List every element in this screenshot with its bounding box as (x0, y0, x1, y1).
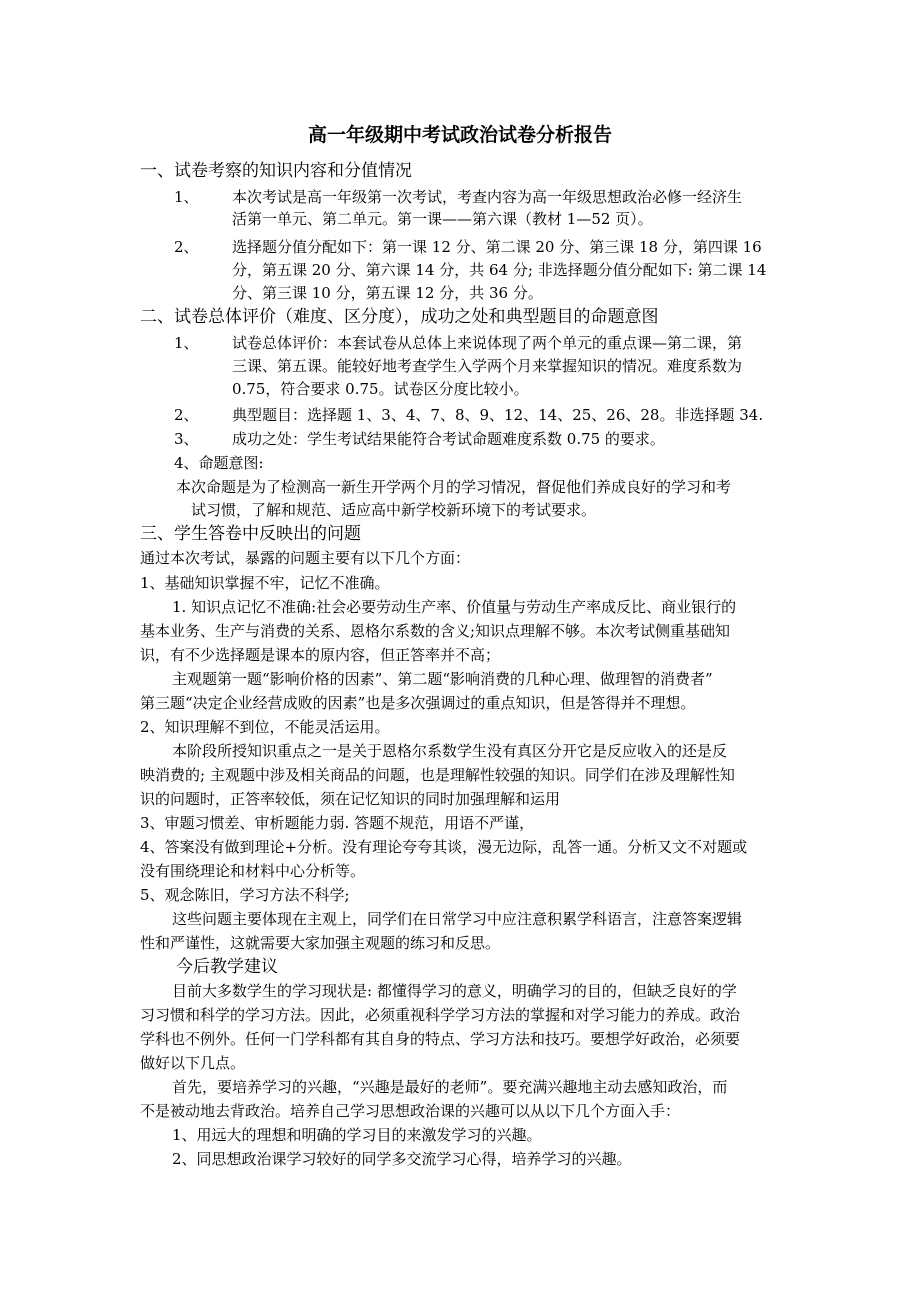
s4-para2-line1: 首先，要培养学习的兴趣，“兴趣是最好的老师”。要充满兴趣地主动去感知政治，而 (172, 1078, 728, 1096)
s3-point2-line2: 映消费的; 主观题中涉及相关商品的问题，也是理解性较强的知识。同学们在涉及理解性知 (140, 766, 735, 784)
s3-point5-line2: 性和严谨性，这就需要大家加强主观题的练习和反思。 (140, 934, 501, 952)
s3-point1b-line1: 主观题第一题“影响价格的因素”、第二题“影响消费的几种心理、做理智的消费者” (172, 670, 713, 688)
s1-item1-line1: 本次考试是高一年级第一次考试，考查内容为高一年级思想政治必修一经济生 (232, 188, 743, 206)
s2-item4-line2: 试习惯，了解和规范、适应高中新学校新环境下的考试要求。 (191, 501, 597, 519)
s4-para1-line1: 目前大多数学生的学习现状是: 都懂得学习的意义，明确学习的目的，但缺乏良好的学 (172, 982, 737, 1000)
s4-list-item2: 2、同思想政治课学习较好的同学多交流学习心得，培养学习的兴趣。 (172, 1150, 632, 1168)
s3-point2-line3: 识的问题时，正答率较低，须在记忆知识的同时加强理解和运用 (140, 790, 561, 808)
s2-item1-line2: 三课、第五课。能较好地考查学生入学两个月来掌握知识的情况。难度系数为 (232, 357, 743, 375)
s2-item4-label: 4、命题意图: (174, 454, 264, 472)
s2-item3-number: 3、 (174, 430, 199, 448)
page-title: 高一年级期中考试政治试卷分析报告 (307, 124, 612, 146)
s3-point3-title: 3、审题习惯差、审析题能力弱. 答题不规范，用语不严谨， (140, 814, 535, 832)
s2-item2-line1: 典型题目：选择题 1、3、4、7、8、9、12、14、25、26、28。非选择题 34. (232, 406, 764, 424)
s2-item1-number: 1、 (174, 334, 199, 352)
s3-point1b-line2: 第三题“决定企业经营成败的因素”也是多次强调过的重点知识，但是答得并不理想。 (140, 694, 696, 712)
s4-para1-line4: 做好以下几点。 (140, 1054, 246, 1072)
s2-item3-line1: 成功之处：学生考试结果能符合考试命题难度系数 0.75 的要求。 (232, 430, 665, 448)
s4-para1-line2: 习习惯和科学的学习方法。因此，必须重视科学学习方法的掌握和对学习能力的养成。政治 (140, 1006, 741, 1024)
s3-point2-title: 2、知识理解不到位，不能灵活运用。 (140, 718, 390, 736)
s2-item4-line1: 本次命题是为了检测高一新生开学两个月的学习情况，督促他们养成良好的学习和考 (176, 478, 732, 496)
s3-intro: 通过本次考试，暴露的问题主要有以下几个方面： (140, 549, 471, 567)
s3-point4-line2: 没有围绕理论和材料中心分析等。 (140, 862, 366, 880)
s3-point1-line3: 识，有不少选择题是课本的原内容，但正答率并不高； (140, 646, 501, 664)
s1-item1-line2: 活第一单元、第二单元。第一课——第六课（教材 1—52 页）。 (232, 210, 653, 228)
s2-item1-line1: 试卷总体评价：本套试卷从总体上来说体现了两个单元的重点课—第二课，第 (232, 334, 743, 352)
s1-item1-number: 1、 (174, 188, 199, 206)
s4-para1-line3: 学科也不例外。任何一门学科都有其自身的特点、学习方法和技巧。要想学好政治，必须要 (140, 1030, 741, 1048)
s1-item2-line3: 分、第三课 10 分，第五课 12 分，共 36 分。 (232, 284, 543, 302)
section-1-heading: 一、试卷考察的知识内容和分值情况 (140, 161, 412, 181)
s4-para2-line2: 不是被动地去背政治。培养自己学习思想政治课的兴趣可以从以下几个方面入手： (140, 1102, 681, 1120)
s3-point2-line1: 本阶段所授知识重点之一是关于恩格尔系数学生没有真区分开它是反应收入的还是反 (172, 742, 728, 760)
s3-point4-line1: 4、答案没有做到理论+分析。没有理论夸夸其谈，漫无边际，乱答一通。分析又文不对题或 (140, 838, 748, 856)
s3-point1-line1: 1. 知识点记忆不准确:社会必要劳动生产率、价值量与劳动生产率成反比、商业银行的 (172, 598, 737, 616)
s3-point1-line2: 基本业务、生产与消费的关系、恩格尔系数的含义;知识点理解不够。本次考试侧重基础知 (140, 622, 731, 640)
s4-list-item1: 1、用远大的理想和明确的学习目的来激发学习的兴趣。 (172, 1126, 542, 1144)
s1-item2-line1: 选择题分值分配如下：第一课 12 分、第二课 20 分、第三课 18 分，第四课 16 (232, 238, 762, 256)
s3-point5-title: 5、观念陈旧，学习方法不科学; (140, 886, 350, 904)
s1-item2-line2: 分，第五课 20 分、第六课 14 分，共 64 分; 非选择题分值分配如下: 第二课 14 (232, 261, 767, 279)
section-4-heading: 今后教学建议 (176, 957, 278, 977)
section-3-heading: 三、学生答卷中反映出的问题 (140, 524, 361, 544)
s3-point5-line1: 这些问题主要体现在主观上，同学们在日常学习中应注意积累学科语言，注意答案逻辑 (172, 910, 743, 928)
section-2-heading: 二、试卷总体评价（难度、区分度），成功之处和典型题目的命题意图 (140, 307, 659, 327)
s2-item2-number: 2、 (174, 406, 199, 424)
s1-item2-number: 2、 (174, 238, 199, 256)
s3-point1-title: 1、基础知识掌握不牢，记忆不准确。 (140, 574, 390, 592)
s2-item1-line3: 0.75，符合要求 0.75。试卷区分度比较小。 (232, 380, 529, 398)
